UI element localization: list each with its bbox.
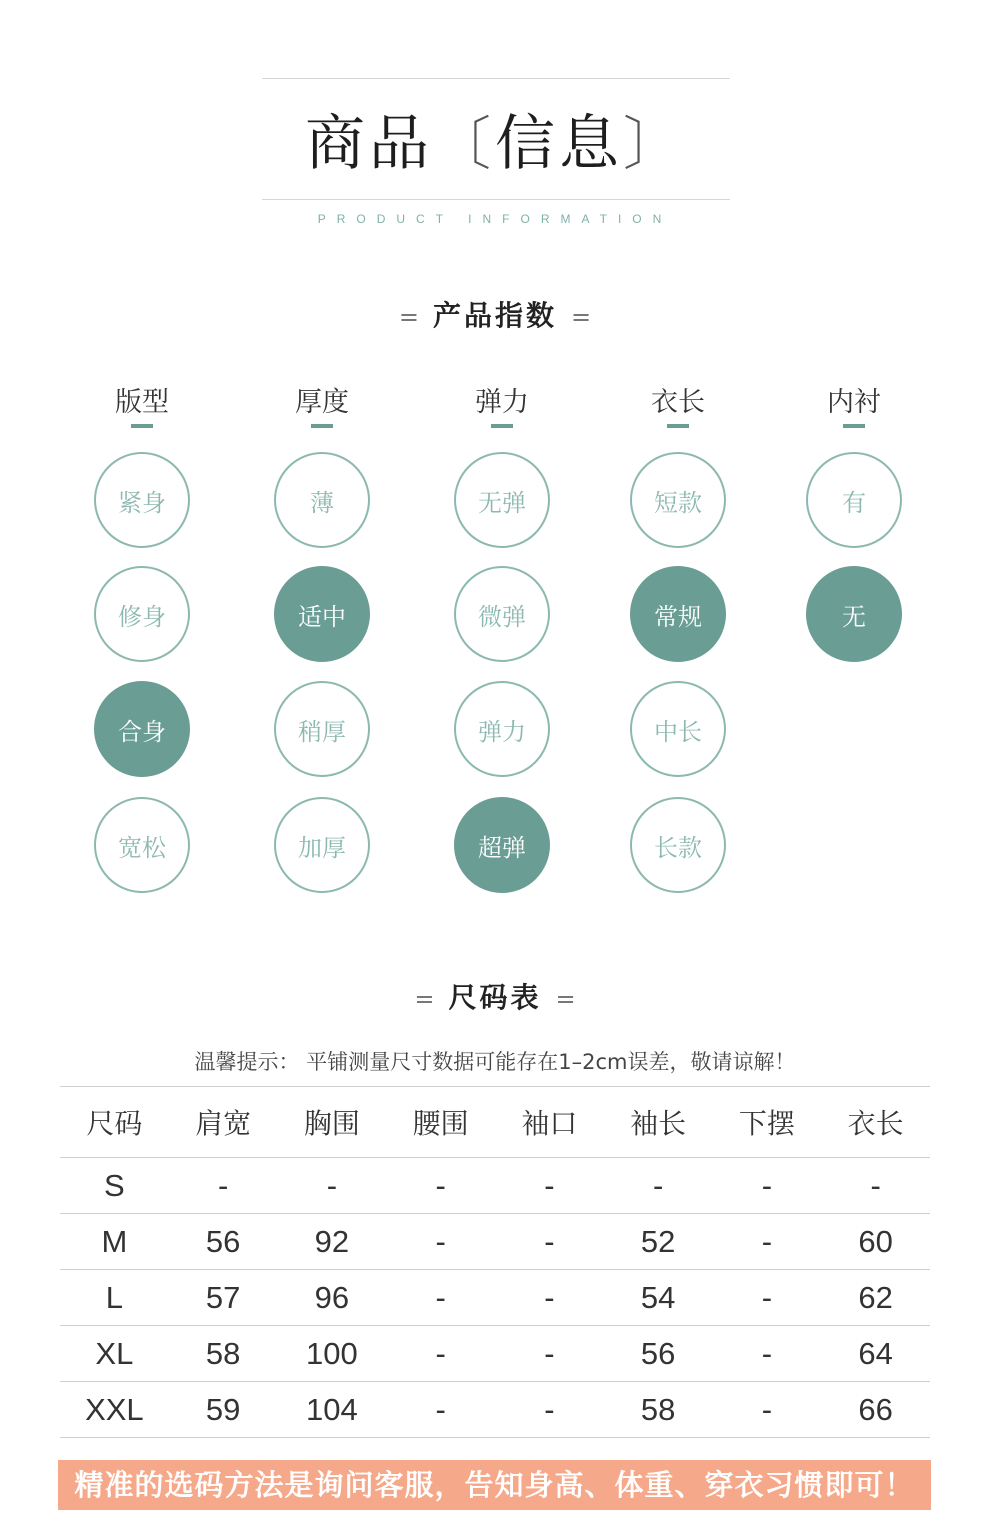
index-option: 无弹: [454, 452, 550, 548]
header-top-rule: [262, 78, 730, 79]
table-cell: -: [386, 1158, 495, 1214]
size-table-header-cell: 袖口: [495, 1087, 604, 1158]
table-cell: -: [278, 1158, 387, 1214]
index-option: 稍厚: [274, 681, 370, 777]
table-cell: -: [386, 1382, 495, 1438]
index-column-label: 内衬: [827, 387, 881, 418]
table-cell: 92: [278, 1214, 387, 1270]
table-cell: -: [495, 1158, 604, 1214]
size-table-header-cell: 下摆: [713, 1087, 822, 1158]
title-left: 商品: [304, 109, 433, 179]
table-cell: 59: [169, 1382, 278, 1438]
table-cell: -: [495, 1382, 604, 1438]
index-option: 短款: [630, 452, 726, 548]
size-section-title: [0, 976, 990, 1016]
table-row: [60, 1326, 930, 1382]
table-cell: 58: [604, 1382, 713, 1438]
table-cell: 60: [821, 1214, 930, 1270]
size-title-text: 尺码表: [448, 981, 542, 1014]
size-table-body: [60, 1158, 930, 1438]
table-cell: 52: [604, 1214, 713, 1270]
size-table-header-cell: 腰围: [386, 1087, 495, 1158]
table-cell: -: [713, 1326, 822, 1382]
index-column-label: 版型: [115, 387, 169, 418]
index-option: 紧身: [94, 452, 190, 548]
index-option: 长款: [630, 797, 726, 893]
eq-left-icon: =: [414, 985, 435, 1013]
size-table-header-cell: 尺码: [60, 1087, 169, 1158]
size-table-header-cell: 肩宽: [169, 1087, 278, 1158]
table-cell: -: [386, 1214, 495, 1270]
index-option-selected: 超弹: [454, 797, 550, 893]
column-underline: [311, 424, 333, 428]
table-cell: 62: [821, 1270, 930, 1326]
page-title: [0, 104, 990, 184]
table-row: [60, 1270, 930, 1326]
table-cell: S: [60, 1158, 169, 1214]
index-column-label: 厚度: [295, 387, 349, 418]
table-cell: 58: [169, 1326, 278, 1382]
index-title-text: 产品指数: [432, 299, 557, 332]
size-table-header-cell: 袖长: [604, 1087, 713, 1158]
index-column-label: 弹力: [475, 387, 529, 418]
table-cell: XL: [60, 1326, 169, 1382]
column-underline: [131, 424, 153, 428]
eq-right-icon: =: [555, 985, 576, 1013]
table-cell: -: [713, 1270, 822, 1326]
table-cell: -: [604, 1158, 713, 1214]
column-underline: [667, 424, 689, 428]
page-subtitle: PRODUCT INFORMATION: [317, 212, 673, 226]
table-cell: 96: [278, 1270, 387, 1326]
table-cell: -: [386, 1326, 495, 1382]
index-option-selected: 常规: [630, 566, 726, 662]
index-section-title: [0, 294, 990, 334]
table-cell: 54: [604, 1270, 713, 1326]
bracket-open: 〔: [432, 110, 495, 178]
table-cell: -: [386, 1270, 495, 1326]
size-table-header-cell: 胸围: [278, 1087, 387, 1158]
sizing-advice-banner: 精准的选码方法是询问客服，告知身高、体重、穿衣习惯即可！: [58, 1460, 931, 1510]
table-cell: -: [169, 1158, 278, 1214]
title-right: 信息: [495, 109, 623, 179]
column-underline: [491, 424, 513, 428]
index-option: 宽松: [94, 797, 190, 893]
table-row: [60, 1158, 930, 1214]
table-cell: 100: [278, 1326, 387, 1382]
index-option: 微弹: [454, 566, 550, 662]
column-underline: [843, 424, 865, 428]
table-cell: M: [60, 1214, 169, 1270]
index-option-selected: 合身: [94, 681, 190, 777]
table-cell: -: [821, 1158, 930, 1214]
size-table-header: [60, 1087, 930, 1158]
table-cell: -: [495, 1270, 604, 1326]
index-option-selected: 适中: [274, 566, 370, 662]
size-tip: 温馨提示： 平铺测量尺寸数据可能存在1–2cm误差，敬请谅解！: [194, 1050, 796, 1074]
table-cell: L: [60, 1270, 169, 1326]
index-option: 中长: [630, 681, 726, 777]
table-cell: XXL: [60, 1382, 169, 1438]
table-row: [60, 1214, 930, 1270]
table-cell: -: [713, 1214, 822, 1270]
bracket-close: 〕: [623, 110, 686, 178]
eq-right-icon: =: [571, 303, 592, 331]
size-table: [60, 1086, 930, 1438]
table-cell: -: [713, 1158, 822, 1214]
table-cell: 56: [169, 1214, 278, 1270]
index-option: 有: [806, 452, 902, 548]
table-cell: -: [495, 1326, 604, 1382]
table-cell: 57: [169, 1270, 278, 1326]
table-cell: 66: [821, 1382, 930, 1438]
table-cell: 64: [821, 1326, 930, 1382]
index-option: 薄: [274, 452, 370, 548]
index-option: 加厚: [274, 797, 370, 893]
table-cell: 56: [604, 1326, 713, 1382]
index-column-label: 衣长: [651, 387, 705, 418]
eq-left-icon: =: [398, 303, 419, 331]
index-option: 弹力: [454, 681, 550, 777]
index-option: 修身: [94, 566, 190, 662]
table-cell: -: [495, 1214, 604, 1270]
index-option-selected: 无: [806, 566, 902, 662]
table-row: [60, 1382, 930, 1438]
size-table-header-cell: 衣长: [821, 1087, 930, 1158]
table-cell: 104: [278, 1382, 387, 1438]
header-bottom-rule: [262, 199, 730, 200]
table-cell: -: [713, 1382, 822, 1438]
